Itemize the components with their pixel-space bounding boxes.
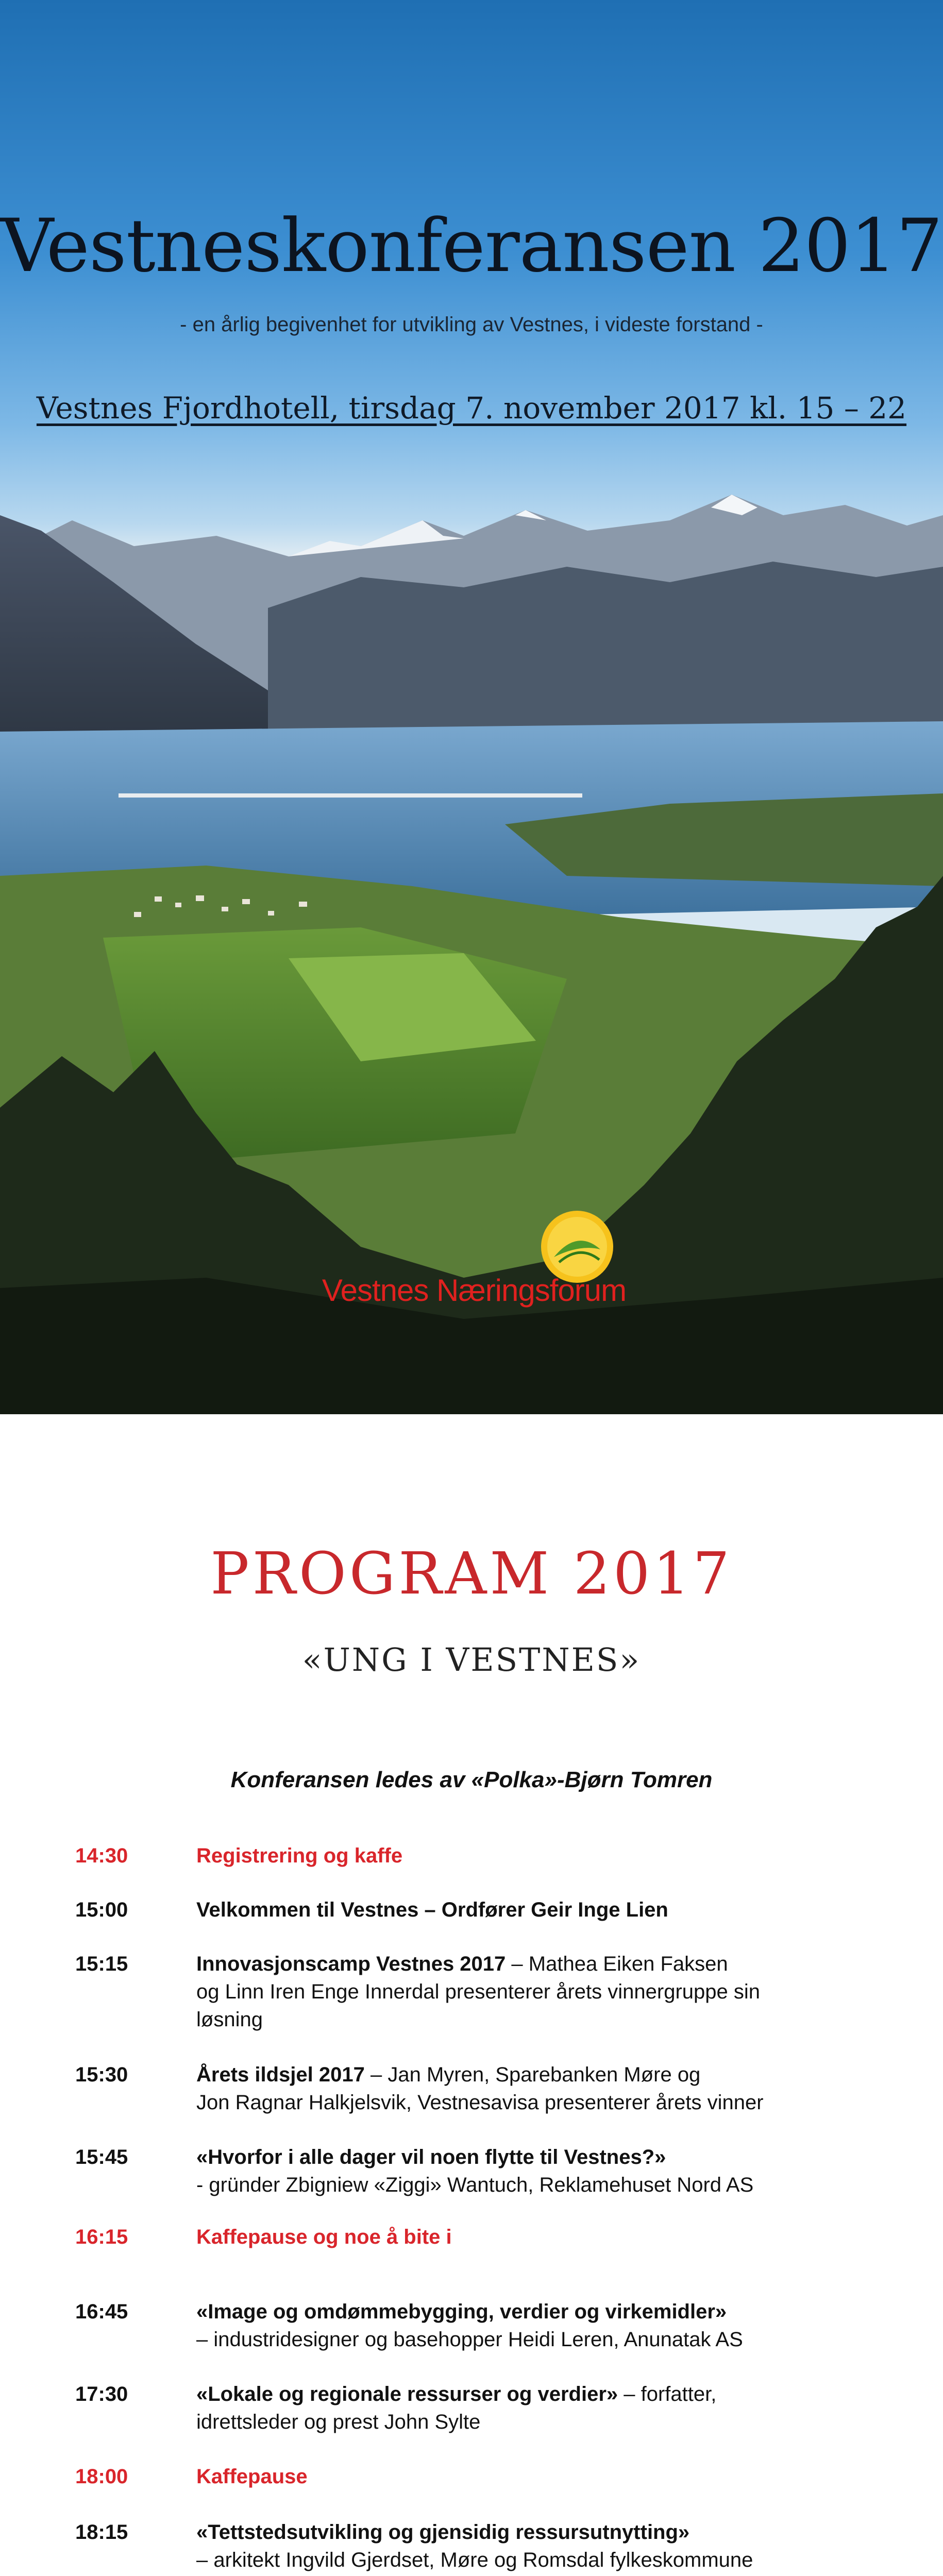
schedule-first-line: [196, 1896, 882, 1924]
schedule-time: 15:30: [75, 2063, 128, 2086]
schedule-item-speaker: – forfatter,: [618, 2383, 717, 2405]
schedule-time: 14:30: [75, 1844, 128, 1867]
organizer-logo: [278, 1208, 670, 1327]
schedule-first-line: [196, 1842, 882, 1870]
schedule-item-detail: - gründer Zbigniew «Ziggi» Wantuch, Reklamehuset Nord AS: [196, 2174, 754, 2196]
venue-date: Vestnes Fjordhotell, tirsdag 7. november 2017 kl. 15 – 22: [36, 391, 907, 426]
schedule-body: [196, 2143, 882, 2199]
schedule-item-title: Årets ildsjel 2017: [196, 2063, 365, 2086]
schedule-item-title: «Image og omdømmebygging, verdier og virkemidler»: [196, 2300, 727, 2323]
schedule-first-line: [196, 2380, 882, 2408]
schedule-item-title: «Tettstedsutvikling og gjensidig ressursutnytting»: [196, 2521, 690, 2544]
schedule-body: [196, 1950, 882, 2033]
schedule-body: [196, 2061, 882, 2116]
schedule-item-title: Registrering og kaffe: [196, 1844, 403, 1867]
schedule-item-detail: løsning: [196, 2008, 263, 2031]
schedule-item-title: Innovasjonscamp Vestnes 2017: [196, 1953, 506, 1975]
program-title: PROGRAM 2017: [210, 1540, 733, 1607]
schedule-first-line: [196, 2518, 882, 2546]
schedule-item-title: Kaffepause: [196, 2465, 308, 2488]
schedule-item-detail: idrettsleder og prest John Sylte: [196, 2411, 481, 2433]
schedule-time: 16:15: [75, 2226, 128, 2248]
program-theme: «UNG I VESTNES»: [302, 1641, 641, 1679]
schedule-body: [196, 2518, 882, 2574]
schedule-item-detail: og Linn Iren Enge Innerdal presenterer årets vinnergruppe sin: [196, 1980, 761, 2003]
conference-title: Vestneskonferansen 2017: [1, 204, 942, 289]
schedule-body: [196, 1842, 882, 1870]
schedule-first-line: [196, 2298, 882, 2326]
schedule-first-line: [196, 2223, 882, 2251]
program-host: Konferansen ledes av «Polka»-Bjørn Tomren: [230, 1767, 713, 1792]
organizer-name: Vestnes Næringsforum: [322, 1273, 627, 1308]
schedule-body: [196, 2223, 882, 2251]
schedule-time: 15:00: [75, 1899, 128, 1921]
schedule-body: [196, 1896, 882, 1924]
schedule-first-line: [196, 2143, 882, 2171]
schedule-first-line: [196, 2463, 882, 2490]
conference-subtitle: - en årlig begivenhet for utvikling av Vestnes, i videste forstand -: [180, 313, 763, 336]
schedule-item-detail: – arkitekt Ingvild Gjerdset, Møre og Romsdal fylkeskommune: [196, 2549, 753, 2571]
schedule-first-line: [196, 1950, 882, 1978]
schedule-item-speaker: – Mathea Eiken Faksen: [506, 1953, 728, 1975]
schedule-body: [196, 2380, 882, 2436]
schedule-time: 18:00: [75, 2465, 128, 2488]
schedule-body: [196, 2298, 882, 2353]
schedule-item-detail: – industridesigner og basehopper Heidi Leren, Anunatak AS: [196, 2328, 743, 2351]
schedule-time: 15:15: [75, 1953, 128, 1975]
schedule-body: [196, 2463, 882, 2490]
schedule-time: 18:15: [75, 2521, 128, 2544]
schedule-time: 15:45: [75, 2146, 128, 2168]
schedule-item-title: Kaffepause og noe å bite i: [196, 2226, 452, 2248]
schedule-item-speaker: – Jan Myren, Sparebanken Møre og: [364, 2063, 701, 2086]
schedule-first-line: [196, 2061, 882, 2089]
schedule-time: 16:45: [75, 2300, 128, 2323]
schedule-item-title: «Hvorfor i alle dager vil noen flytte til Vestnes?»: [196, 2146, 666, 2168]
schedule-item-title: «Lokale og regionale ressurser og verdier»: [196, 2383, 618, 2405]
schedule-time: 17:30: [75, 2383, 128, 2405]
schedule-item-title: Velkommen til Vestnes – Ordfører Geir Inge Lien: [196, 1899, 668, 1921]
schedule-item-detail: Jon Ragnar Halkjelsvik, Vestnesavisa presenterer årets vinner: [196, 2091, 764, 2114]
